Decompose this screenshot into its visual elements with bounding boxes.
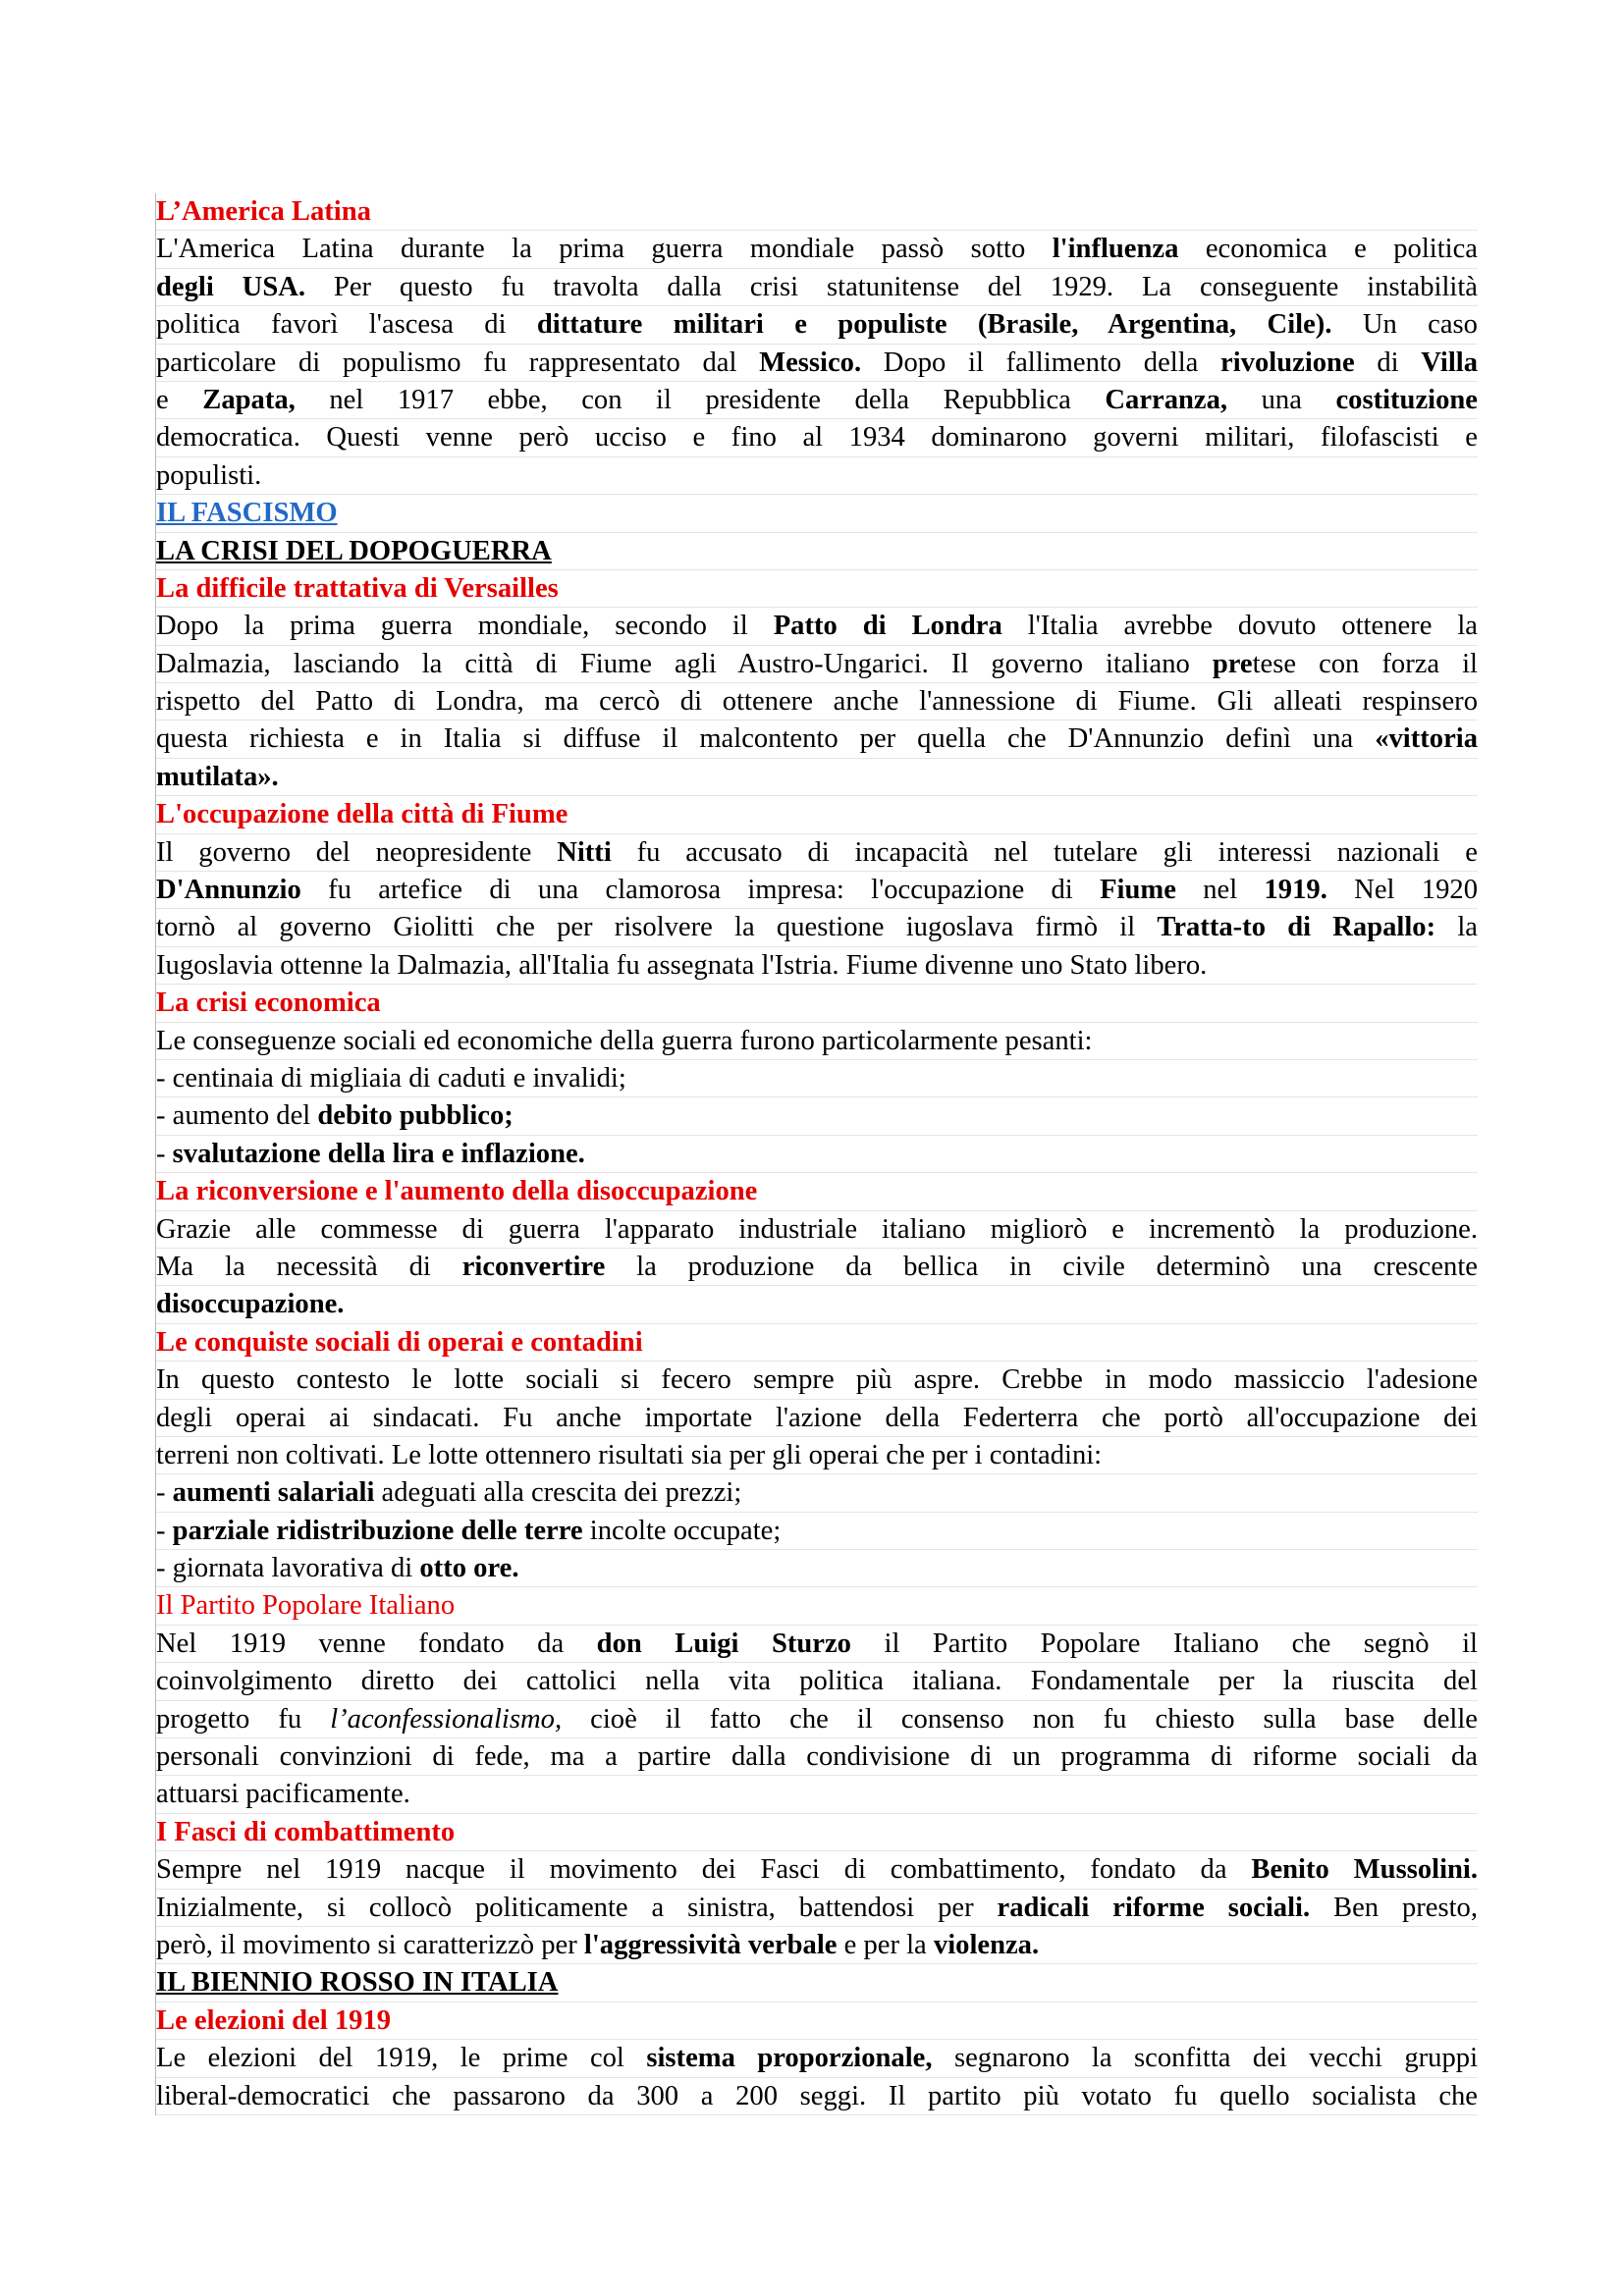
- text-line: [156, 721, 1478, 758]
- bold-text: violenza.: [933, 1929, 1040, 1960]
- heading-label: LA CRISI DEL DOPOGUERRA: [156, 535, 552, 566]
- heading-label: La crisi economica: [156, 988, 381, 1019]
- bold-text: parziale ridistribuzione delle terre: [172, 1515, 583, 1546]
- section-heading: [156, 570, 1478, 608]
- text-run: però, il movimento si caratterizzò per: [156, 1929, 584, 1960]
- text-run: -: [156, 1515, 173, 1546]
- heading-text: [156, 1173, 1478, 1210]
- bold-text: svalutazione della lira e inflazione.: [172, 1138, 585, 1169]
- text-line: [156, 457, 1478, 495]
- heading-text: [156, 193, 1478, 231]
- text-line: [156, 2078, 1478, 2115]
- text-run: tornò al governo Giolitti che per risolvere la questione iugoslava firmò il: [156, 912, 1158, 943]
- text-run: populisti.: [156, 459, 262, 491]
- paragraph: [156, 1211, 1478, 1324]
- section-heading: [156, 1587, 1478, 1625]
- heading-text: [156, 796, 1478, 833]
- bold-text: don Luigi Sturzo: [596, 1628, 851, 1659]
- text-run: una: [1227, 384, 1336, 415]
- text-line: [156, 2040, 1478, 2077]
- bold-text: dittature militari e populiste (Brasile, Argentina, Cile).: [536, 309, 1332, 341]
- text-line: [156, 1890, 1478, 1927]
- bold-text: Patto di Londra: [773, 611, 1002, 642]
- heading-text: [156, 2002, 1478, 2040]
- heading-label: Il Partito Popolare Italiano: [156, 1590, 456, 1622]
- text-line: [156, 1776, 1478, 1813]
- heading-label: La difficile trattativa di Versailles: [156, 572, 559, 604]
- heading-label[interactable]: IL FASCISMO: [156, 498, 338, 529]
- bold-text: riconvertire: [461, 1251, 606, 1282]
- text-line: [156, 1927, 1478, 1964]
- text-run: Il governo del neopresidente: [156, 836, 558, 868]
- text-line: [156, 382, 1478, 419]
- section-heading: [156, 1964, 1478, 2002]
- text-run: Ma la necessità di: [156, 1251, 462, 1282]
- italic-text: l’aconfessionalismo,: [330, 1703, 563, 1735]
- text-run: politica favorì l'ascesa di: [156, 309, 537, 341]
- text-line: [156, 1249, 1478, 1286]
- heading-label: L’America Latina: [156, 196, 371, 227]
- bold-text: «vittoria: [1375, 723, 1478, 755]
- heading-text: [156, 1587, 1478, 1625]
- text-run: -: [156, 1477, 173, 1509]
- text-run: l'Italia avrebbe dovuto ottenere la: [1001, 611, 1478, 642]
- section-heading: [156, 1814, 1478, 1851]
- text-run: democratica. Questi venne però ucciso e fino al 1934 dominarono governi militari, filofascisti e: [156, 422, 1478, 454]
- text-run: Grazie alle commesse di guerra l'apparato industriale italiano migliorò e incrementò la produzione.: [156, 1213, 1478, 1245]
- bold-text: aumenti salariali: [172, 1477, 375, 1509]
- text-run: segnarono la sconfitta dei vecchi gruppi: [932, 2043, 1479, 2074]
- bold-text: debito pubblico;: [317, 1100, 514, 1132]
- list-item: [156, 1513, 1478, 1550]
- section-heading: [156, 1173, 1478, 1210]
- text-run: e per la: [837, 1929, 934, 1960]
- text-run: progetto fu: [156, 1703, 331, 1735]
- bold-text: Tratta-to di Rapallo:: [1157, 912, 1436, 943]
- text-run: questa richiesta e in Italia si diffuse il malcontento per quella che D'Annunzio definì una: [156, 723, 1376, 755]
- text-run: Sempre nel 1919 nacque il movimento dei Fasci di combattimento, fondato da: [156, 1854, 1252, 1886]
- text-run: Inizialmente, si collocò politicamente a sinistra, battendosi per: [156, 1892, 998, 1923]
- text-line: [156, 269, 1478, 306]
- text-line: [156, 419, 1478, 456]
- text-line: [156, 1362, 1478, 1399]
- section-heading: [156, 796, 1478, 833]
- text-line: [156, 683, 1478, 721]
- section-heading: [156, 985, 1478, 1022]
- heading-text: [156, 533, 1478, 570]
- text-run: liberal-democratici che passarono da 300 a 200 seggi. Il partito più votato fu quello socialista che: [156, 2080, 1478, 2111]
- paragraph: [156, 231, 1478, 495]
- text-run: Nel 1920: [1326, 875, 1478, 906]
- bold-text: 1919.: [1264, 875, 1327, 906]
- bold-text: Nitti: [557, 836, 612, 868]
- heading-text: [156, 1964, 1478, 2002]
- text-run: Ben presto,: [1310, 1892, 1478, 1923]
- text-run: -: [156, 1138, 173, 1169]
- bold-text: mutilata».: [156, 761, 279, 792]
- bold-text: Villa: [1421, 347, 1478, 378]
- bold-text: degli USA.: [156, 271, 306, 302]
- text-run: Iugoslavia ottenne la Dalmazia, all'Italia fu assegnata l'Istria. Fiume divenne uno Stato libero.: [156, 949, 1208, 981]
- text-run: particolare di populismo fu rappresentato dal: [156, 347, 760, 378]
- bold-text: costituzione: [1335, 384, 1478, 415]
- bold-text: Fiume: [1100, 875, 1176, 906]
- text-line: [156, 646, 1478, 683]
- text-run: la produzione da bellica in civile determinò una crescente: [605, 1251, 1478, 1282]
- heading-text: [156, 1814, 1478, 1851]
- text-line: [156, 1851, 1478, 1889]
- text-line: [156, 1211, 1478, 1249]
- text-line: [156, 1437, 1478, 1474]
- text-run: la: [1435, 912, 1478, 943]
- list-item: [156, 1097, 1478, 1135]
- text-run: nel 1917 ebbe, con il presidente della Repubblica: [295, 384, 1106, 415]
- text-line: [156, 1023, 1478, 1060]
- text-run: Dopo la prima guerra mondiale, secondo il: [156, 611, 774, 642]
- section-heading: [156, 2002, 1478, 2040]
- text-run: Un caso: [1331, 309, 1478, 341]
- text-line: [156, 909, 1478, 946]
- text-run: fu artefice di una clamorosa impresa: l'occupazione di: [300, 875, 1101, 906]
- section-heading: [156, 495, 1478, 532]
- paragraph: [156, 1851, 1478, 1964]
- text-run: - giornata lavorativa di: [156, 1553, 420, 1584]
- text-line: [156, 759, 1478, 796]
- section-heading: [156, 533, 1478, 570]
- bold-text: l'aggressività verbale: [583, 1929, 838, 1960]
- bold-text: Messico.: [759, 347, 862, 378]
- text-run: il Partito Popolare Italiano che segnò il: [850, 1628, 1478, 1659]
- paragraph: [156, 1626, 1478, 1814]
- text-run: degli operai ai sindacati. Fu anche importate l'azione della Federterra che portò all'occupazione dei: [156, 1402, 1478, 1433]
- section-heading: [156, 1324, 1478, 1362]
- heading-label: Le elezioni del 1919: [156, 2004, 392, 2036]
- text-line: [156, 834, 1478, 872]
- text-line: [156, 1663, 1478, 1700]
- text-line: [156, 306, 1478, 344]
- text-run: economica e politica: [1178, 234, 1479, 265]
- heading-label: Le conquiste sociali di operai e contadini: [156, 1326, 643, 1358]
- text-run: Nel 1919 venne fondato da: [156, 1628, 597, 1659]
- heading-text: [156, 1324, 1478, 1362]
- text-run: adeguati alla crescita dei prezzi;: [374, 1477, 742, 1509]
- list-item: [156, 1136, 1478, 1173]
- text-run: Dopo il fallimento della: [861, 347, 1221, 378]
- paragraph: [156, 1023, 1478, 1060]
- text-line: [156, 872, 1478, 909]
- text-run: tese con forza il: [1252, 648, 1479, 679]
- bold-text: pre: [1212, 648, 1253, 679]
- text-line: [156, 1626, 1478, 1663]
- heading-label: L'occupazione della città di Fiume: [156, 799, 568, 830]
- text-line: [156, 1400, 1478, 1437]
- text-run: coinvolgimento diretto dei cattolici nella vita politica italiana. Fondamentale per la riuscita del: [156, 1666, 1478, 1697]
- text-run: terreni non coltivati. Le lotte ottennero risultati sia per gli operai che per i contadini:: [156, 1439, 1103, 1470]
- text-run: In questo contesto le lotte sociali si fecero sempre più aspre. Crebbe in modo massiccio l'adesione: [156, 1364, 1478, 1396]
- bold-text: disoccupazione.: [156, 1289, 345, 1320]
- text-line: [156, 608, 1478, 645]
- heading-text: [156, 985, 1478, 1022]
- bullet-list: [156, 1474, 1478, 1587]
- list-item: [156, 1474, 1478, 1512]
- bold-text: otto ore.: [419, 1553, 519, 1584]
- text-run: attuarsi pacificamente.: [156, 1779, 410, 1810]
- heading-label: IL BIENNIO ROSSO IN ITALIA: [156, 1967, 559, 1999]
- bold-text: rivoluzione: [1220, 347, 1355, 378]
- paragraph: [156, 608, 1478, 796]
- text-line: [156, 231, 1478, 268]
- bold-text: Benito Mussolini.: [1251, 1854, 1479, 1886]
- heading-text: [156, 570, 1478, 608]
- bold-text: D'Annunzio: [156, 875, 301, 906]
- section-heading: [156, 193, 1478, 231]
- bold-text: Carranza,: [1105, 384, 1228, 415]
- text-line: [156, 345, 1478, 382]
- text-line: [156, 947, 1478, 985]
- bold-text: radicali riforme sociali.: [997, 1892, 1311, 1923]
- text-run: incolte occupate;: [582, 1515, 782, 1546]
- text-run: - aumento del: [156, 1100, 318, 1132]
- text-run: Le conseguenze sociali ed economiche della guerra furono particolarmente pesanti:: [156, 1025, 1093, 1056]
- text-run: cioè il fatto che il consenso non fu chiesto sulla base delle: [562, 1703, 1479, 1735]
- heading-label: I Fasci di combattimento: [156, 1816, 456, 1847]
- list-item: [156, 1060, 1478, 1097]
- text-run: e: [156, 384, 203, 415]
- document-page: [155, 193, 1478, 2115]
- paragraph: [156, 2040, 1478, 2115]
- bold-text: Zapata,: [202, 384, 296, 415]
- heading-label: La riconversione e l'aumento della disoccupazione: [156, 1176, 758, 1207]
- text-line: [156, 1738, 1478, 1776]
- text-run: di: [1354, 347, 1422, 378]
- text-run: rispetto del Patto di Londra, ma cercò di ottenere anche l'annessione di Fiume. Gli alleati respinsero: [156, 686, 1478, 718]
- text-run: personali convinzioni di fede, ma a partire dalla condivisione di un programma di riforme sociali da: [156, 1741, 1478, 1773]
- text-run: Le elezioni del 1919, le prime col: [156, 2043, 647, 2074]
- text-line: [156, 1701, 1478, 1738]
- text-run: - centinaia di migliaia di caduti e invalidi;: [156, 1062, 626, 1094]
- text-line: [156, 1286, 1478, 1323]
- paragraph: [156, 1362, 1478, 1474]
- bold-text: sistema proporzionale,: [646, 2043, 933, 2074]
- heading-text: [156, 495, 1478, 532]
- text-run: Per questo fu travolta dalla crisi statunitense del 1929. La conseguente instabilità: [305, 271, 1478, 302]
- bullet-list: [156, 1060, 1478, 1173]
- paragraph: [156, 834, 1478, 986]
- bold-text: l'influenza: [1052, 234, 1179, 265]
- text-run: fu accusato di incapacità nel tutelare gli interessi nazionali e: [611, 836, 1479, 868]
- list-item: [156, 1550, 1478, 1587]
- text-run: nel: [1175, 875, 1265, 906]
- text-run: L'America Latina durante la prima guerra mondiale passò sotto: [156, 234, 1053, 265]
- text-run: Dalmazia, lasciando la città di Fiume agli Austro-Ungarici. Il governo italiano: [156, 648, 1213, 679]
